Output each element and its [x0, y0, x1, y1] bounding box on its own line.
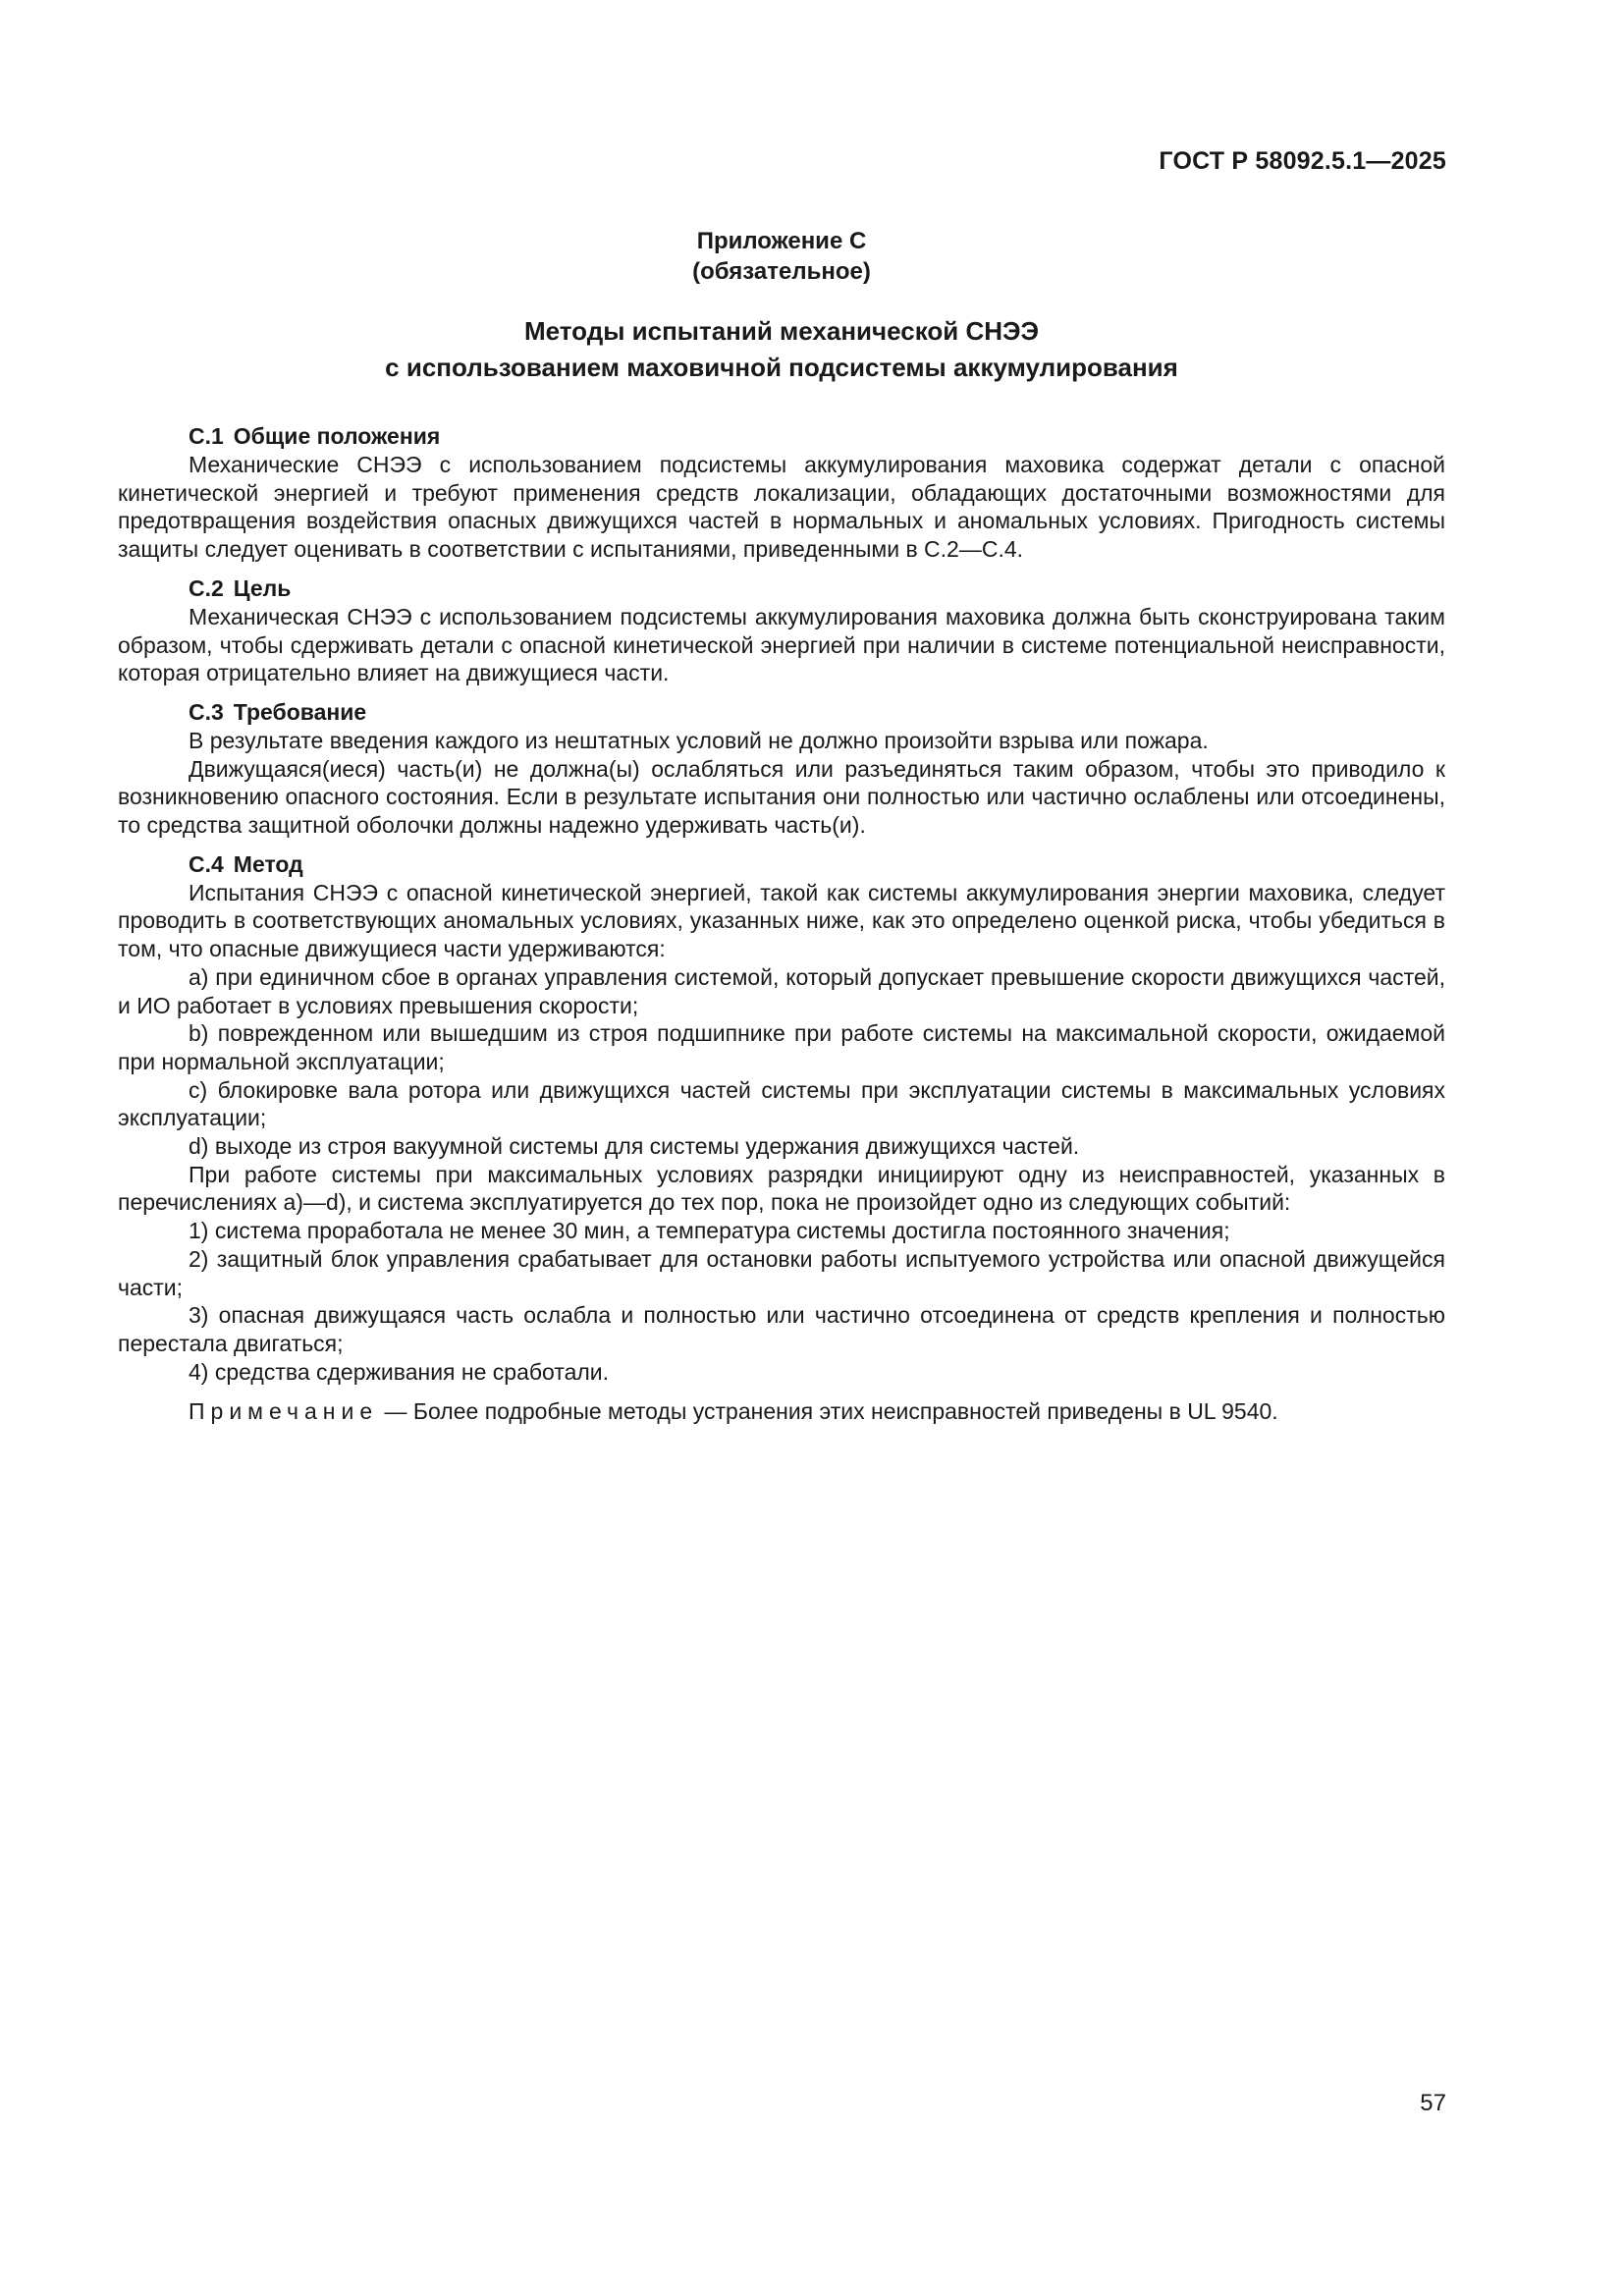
list-item-d: d) выходе из строя вакуумной системы для системы удержания движущихся частей. — [189, 1133, 1080, 1160]
page-title — [118, 313, 1445, 386]
note — [118, 1397, 1445, 1426]
list-item-3: 3) опасная движущаяся часть ослабла и полностью или частично отсоединена от средств крепления и полностью перестала двигаться; — [118, 1302, 1445, 1356]
page-content — [118, 226, 1445, 1426]
section-title: Метод — [233, 850, 303, 877]
section-heading-c1 — [118, 421, 1445, 451]
title-line-1: Методы испытаний механической СНЭЭ — [523, 316, 1039, 346]
page-number: 57 — [1420, 2090, 1446, 2116]
paragraph: При работе системы при максимальных условиях разрядки инициируют одну из неисправностей, указанных в перечислениях a)—d), и система эксплуатируется до тех пор, пока не произойдет одно из следующих событий: — [118, 1161, 1445, 1216]
section-heading-c4 — [118, 849, 1445, 879]
section-number: С.3 — [189, 698, 224, 725]
list-item-c: c) блокировке вала ротора или движущихся частей системы при эксплуатации системы в максимальных условиях эксплуатации; — [118, 1076, 1445, 1131]
list-item-b: b) поврежденном или вышедшим из строя подшипнике при работе системы на максимальной скорости, ожидаемой при нормальной эксплуатации; — [118, 1020, 1445, 1074]
paragraph: Испытания СНЭЭ с опасной кинетической энергией, такой как системы аккумулирования энергии маховика, следует проводить в соответствующих аномальных условиях, указанных ниже, как это определено оценкой риска, чтобы убедиться в том, что опасные движущиеся части удерживаются: — [118, 879, 1445, 962]
annex-status: (обязательное) — [692, 258, 871, 285]
paragraph: Механическая СНЭЭ с использованием подсистемы аккумулирования маховика должна быть сконструирована таким образом, чтобы сдерживать детали с опасной кинетической энергией при наличии в системе потенциальной неисправности, которая отрицательно влияет на движущиеся части. — [118, 603, 1445, 686]
paragraph: Механические СНЭЭ с использованием подсистемы аккумулирования маховика содержат детали с опасной кинетической энергией и требуют применения средств локализации, обладающих достаточными возможностями для предотвращения воздействия опасных движущихся частей в нормальных и аномальных условиях. Пригодность системы защиты следует оценивать в соответствии с испытаниями, приведенными в С.2—С.4. — [118, 452, 1445, 563]
list-item-4: 4) средства сдерживания не сработали. — [189, 1358, 610, 1385]
paragraph: Движущаяся(иеся) часть(и) не должна(ы) ослабляться или разъединяться таким образом, чтобы это приводило к возникновению опасного состояния. Если в результате испытания они полностью или частично ослаблены или отсоединены, то средства защитной оболочки должны надежно удерживать часть(и). — [118, 755, 1445, 839]
title-line-2: с использованием маховичной подсистемы аккумулирования — [385, 353, 1178, 382]
section-number: С.2 — [189, 574, 224, 601]
section-title: Общие положения — [233, 423, 441, 449]
section-number: С.1 — [189, 423, 224, 449]
paragraph: В результате введения каждого из нештатных условий не должно произойти взрыва или пожара. — [189, 727, 1209, 753]
note-label: Примечание — [189, 1398, 379, 1425]
section-heading-c3 — [118, 697, 1445, 727]
document-code: ГОСТ Р 58092.5.1—2025 — [1159, 147, 1446, 175]
section-title: Требование — [233, 698, 367, 725]
section-heading-c2 — [118, 574, 1445, 603]
list-item-2: 2) защитный блок управления срабатывает для остановки работы испытуемого устройства или опасной движущейся части; — [118, 1245, 1445, 1300]
list-item-1: 1) система проработала не менее 30 мин, а температура системы достигла постоянного значения; — [189, 1218, 1230, 1244]
list-item-a: a) при единичном сбое в органах управления системой, который допускает превышение скорости движущихся частей, и ИО работает в условиях превышения скорости; — [118, 963, 1445, 1018]
section-number: С.4 — [189, 850, 224, 877]
annex-label: Приложение С — [696, 228, 867, 254]
section-title: Цель — [233, 574, 292, 601]
note-text: — Более подробные методы устранения этих неисправностей приведены в UL 9540. — [378, 1398, 1278, 1425]
